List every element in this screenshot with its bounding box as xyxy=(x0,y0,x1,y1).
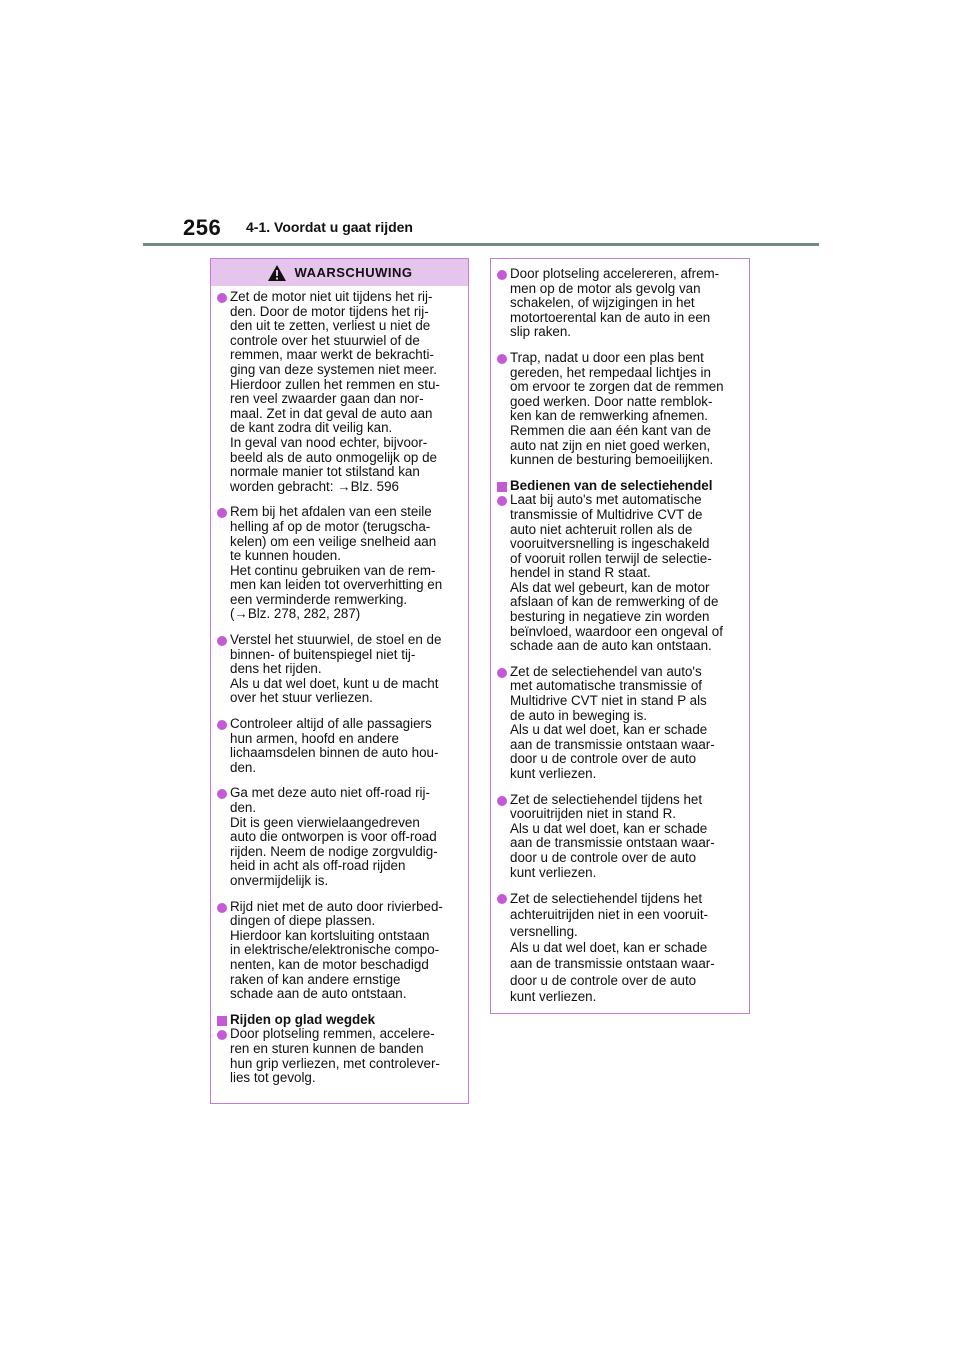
warning-box-left xyxy=(210,258,469,1104)
list-item xyxy=(497,493,741,654)
list-item-text: Door plotseling remmen, accelere- ren en sturen kunnen de banden hun grip verliezen, met controlever- lies tot gevolg. xyxy=(230,1026,440,1086)
warning-header xyxy=(211,259,468,286)
list-item-text: Trap, nadat u door een plas bent gereden, het rempedaal lichtjes in om ervoor te zorgen dat de remmen goed werken. Door natte remblok- ken kan de remwerking afnemen. Remmen die aan één kant van de auto nat zijn en niet goed werken, kunnen de besturing bemoeilijken. xyxy=(510,349,724,468)
list-item xyxy=(217,717,460,775)
bullet-icon xyxy=(217,720,227,730)
warning-triangle-icon xyxy=(267,264,287,282)
list-item xyxy=(497,793,741,881)
list-item-text: Rijd niet met de auto door rivierbed- dingen of diepe plassen. Hierdoor kan kortsluiting ontstaan in elektrische/elektronische compo- nenten, kan de motor beschadigd raken of kan andere ernstige schade aan de auto ontstaan. xyxy=(230,898,443,1002)
list-item xyxy=(217,290,460,494)
list-item-text: Rem bij het afdalen van een steile helling af op de motor (terugscha- kelen) om een veilige snelheid aan te kunnen houden. Het continu gebruiken van de rem- men kan leiden tot oververhitting en een verminderde remwerking. (→Blz. 278, 282, 287) xyxy=(230,504,443,622)
bullet-icon xyxy=(497,894,507,904)
bullet-icon xyxy=(497,270,507,280)
bullet-icon xyxy=(217,636,227,646)
bullet-icon xyxy=(217,508,227,518)
list-item-text: Laat bij auto's met automatische transmissie of Multidrive CVT de auto niet achteruit rollen als de vooruitversnelling is ingeschakeld of vooruit rollen terwijl de selectie- hendel in stand R staat. Als dat wel gebeurt, kan de motor afslaan of kan de remwerking of de besturing in negatieve zin worden beïnvloed, waardoor een ongeval of schade aan de auto kan ontstaan. xyxy=(510,492,723,654)
bullet-icon xyxy=(217,789,227,799)
list-item xyxy=(497,891,741,1005)
subheading-selector-lever xyxy=(497,479,741,494)
page-number: 256 xyxy=(183,215,222,240)
list-item-text: Verstel het stuurwiel, de stoel en de binnen- of buitenspiegel niet tij- dens het rijden. Als u dat wel doet, kunt u de macht over het stuur verliezen. xyxy=(230,632,442,706)
square-bullet-icon xyxy=(217,1016,227,1026)
list-item-text: Ga met deze auto niet off-road rij- den. Dit is geen vierwielaangedreven auto die ontworpen is voor off-road rijden. Neem de nodige zorgvuldig- heid in acht als off-road rijden onvermijdelijk is. xyxy=(230,785,438,888)
warning-title: WAARSCHUWING xyxy=(294,265,413,280)
bullet-icon xyxy=(217,293,227,303)
bullet-icon xyxy=(497,354,507,364)
square-bullet-icon xyxy=(497,482,507,492)
list-item-text: Door plotseling accelereren, afrem- men op de motor als gevolg van schakelen, of wijzigingen in het motortoerental kan de auto in een slip raken. xyxy=(510,266,720,340)
list-item-text: Zet de selectiehendel tijdens het achteruitrijden niet in een vooruit- versnelling. Als u dat wel doet, kan er schade aan de transmissie ontstaan waar- door u de controle over de auto kunt verliezen. xyxy=(510,891,715,1004)
warning-box-right xyxy=(490,258,750,1014)
bullet-icon xyxy=(217,1030,227,1040)
list-item xyxy=(497,267,741,340)
list-item xyxy=(217,505,460,622)
list-item xyxy=(217,900,460,1002)
list-item xyxy=(217,1027,460,1085)
bullet-icon xyxy=(497,796,507,806)
list-item xyxy=(217,786,460,888)
list-item-text: Zet de selectiehendel van auto's met automatische transmissie of Multidrive CVT niet in stand P als de auto in beweging is. Als u dat wel doet, kan er schade aan de transmissie ontstaan waar- door u de controle over de auto kunt verliezen. xyxy=(510,663,715,781)
list-item-text: Controleer altijd of alle passagiers hun armen, hoofd en andere lichaamsdelen binnen de auto hou- den. xyxy=(230,716,439,775)
subheading-slippery-road xyxy=(217,1013,460,1028)
list-item-text: Zet de motor niet uit tijdens het rij- den. Door de motor tijdens het rij- den uit te zetten, verliest u niet de controle over het stuurwiel of de remmen, maar werkt de bekrachti- ging van deze systemen niet meer. Hierdoor zullen het remmen en stu- ren veel zwaarder gaan dan nor- maal. Zet in dat geval de auto aan de kant zodra dit veilig kan. In geval van nood echter, bijvoor- beeld als de auto onmogelijk op de normale manier tot stilstand kan worden gebracht: →Blz. 596 xyxy=(230,289,440,494)
list-item xyxy=(497,665,741,782)
subheading-text: Rijden op glad wegdek xyxy=(230,1011,376,1027)
list-item-text: Zet de selectiehendel tijdens het vooruitrijden niet in stand R. Als u dat wel doet, kan er schade aan de transmissie ontstaan waar- door u de controle over de auto kunt verliezen. xyxy=(510,791,715,880)
bullet-icon xyxy=(497,496,507,506)
bullet-icon xyxy=(217,903,227,913)
section-title: 4-1. Voordat u gaat rijden xyxy=(246,219,413,235)
list-item xyxy=(217,633,460,706)
subheading-text: Bedienen van de selectiehendel xyxy=(510,477,713,493)
header-divider xyxy=(143,243,819,246)
bullet-icon xyxy=(497,668,507,678)
list-item xyxy=(497,351,741,468)
